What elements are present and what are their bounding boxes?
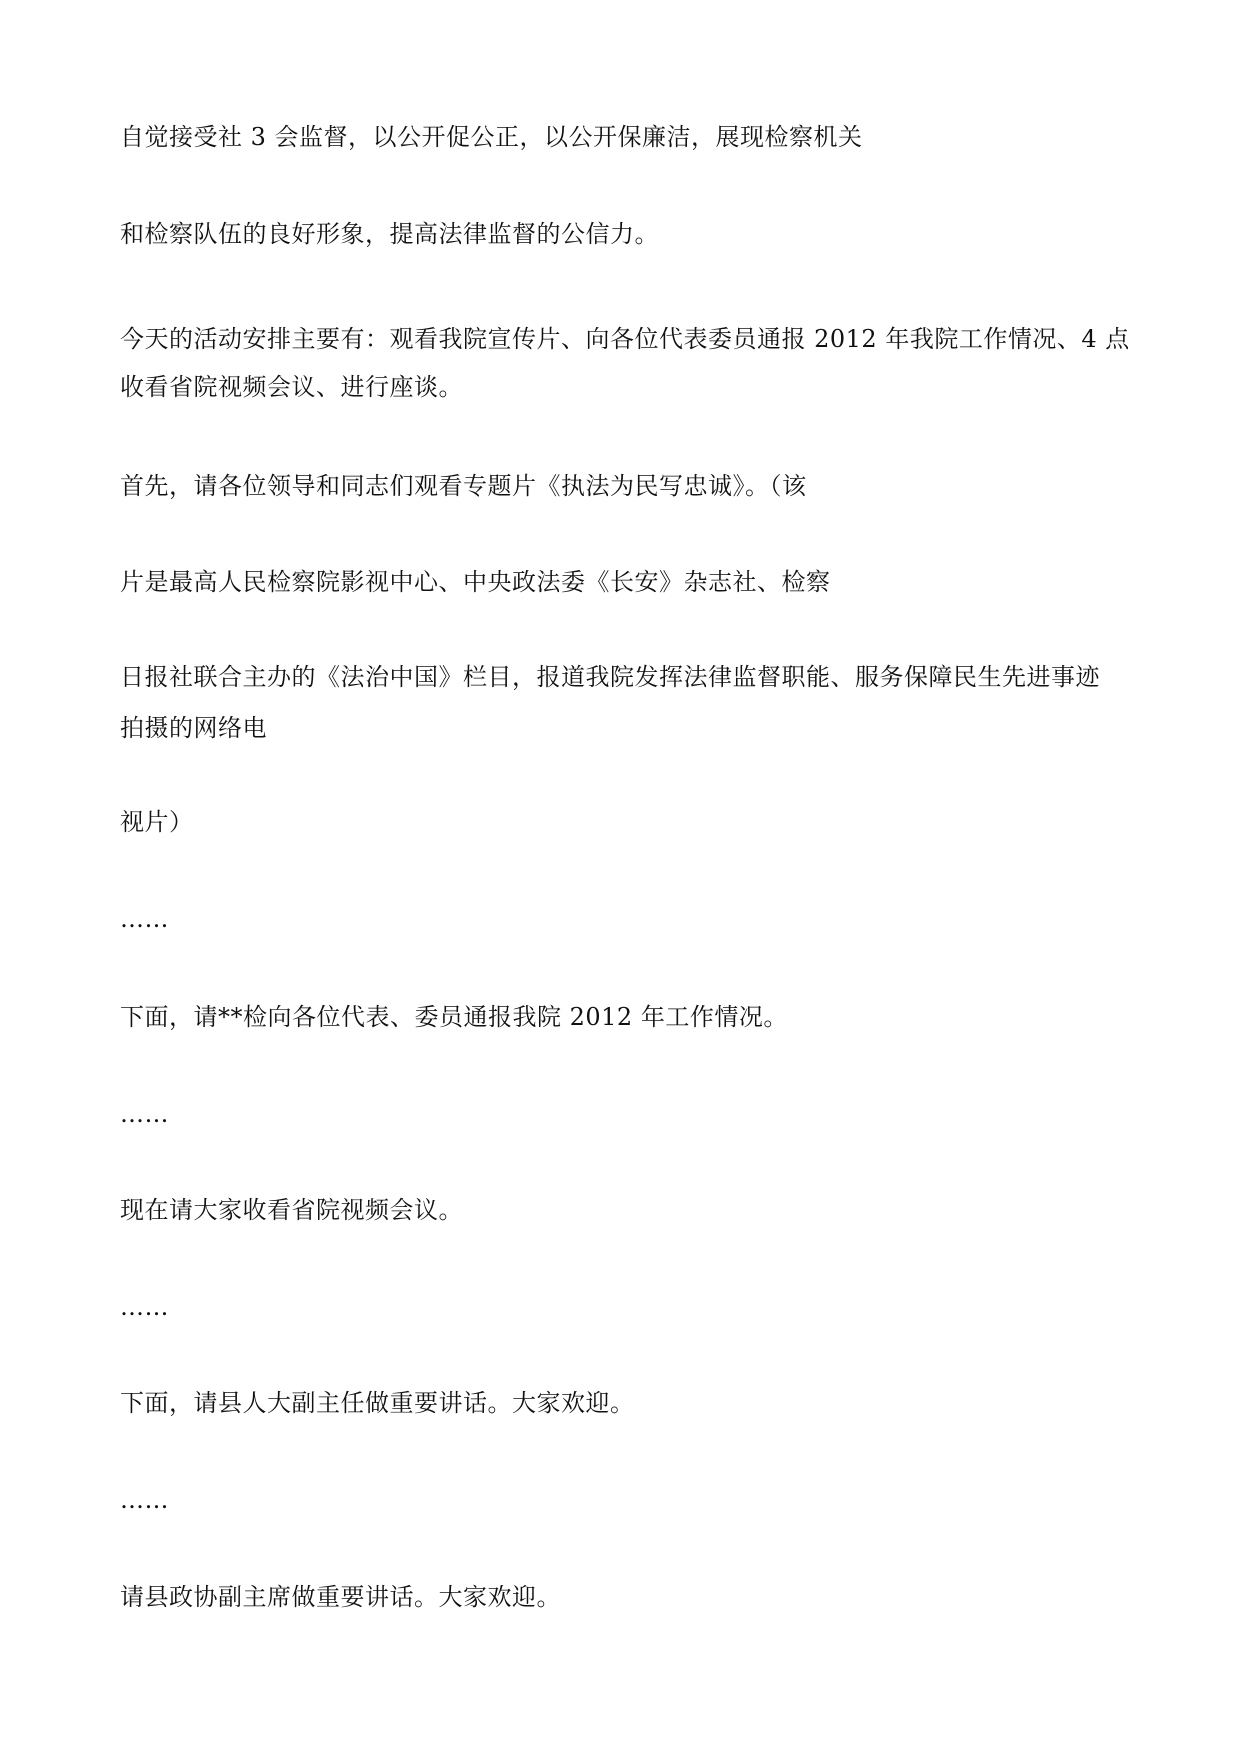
paragraph-line: 现在请大家收看省院视频会议。 [120, 1196, 463, 1224]
paragraph-line: 下面，请**检向各位代表、委员通报我院 2012 年工作情况。 [120, 1003, 788, 1031]
paragraph-line: 视片） [120, 808, 194, 836]
paragraph-line: 和检察队伍的良好形象，提高法律监督的公信力。 [120, 220, 659, 248]
ellipsis-line: …… [120, 1486, 169, 1514]
paragraph-line: 拍摄的网络电 [120, 714, 267, 742]
paragraph-line: 请县政协副主席做重要讲话。大家欢迎。 [120, 1583, 561, 1611]
paragraph-line: 收看省院视频会议、进行座谈。 [120, 373, 463, 401]
ellipsis-line: …… [120, 905, 169, 933]
paragraph-line: 今天的活动安排主要有：观看我院宣传片、向各位代表委员通报 2012 年我院工作情况、4 点 [120, 325, 1130, 353]
paragraph-line: 片是最高人民检察院影视中心、中央政法委《长安》杂志社、检察 [120, 568, 831, 596]
ellipsis-line: …… [120, 1293, 169, 1321]
paragraph-line: 首先，请各位领导和同志们观看专题片《执法为民写忠诚》。（该 [120, 472, 807, 500]
ellipsis-line: …… [120, 1100, 169, 1128]
paragraph-line: 下面，请县人大副主任做重要讲话。大家欢迎。 [120, 1389, 635, 1417]
paragraph-line: 日报社联合主办的《法治中国》栏目，报道我院发挥法律监督职能、服务保障民生先进事迹 [120, 663, 1100, 691]
paragraph-line: 自觉接受社 3 会监督，以公开促公正，以公开保廉洁，展现检察机关 [120, 123, 863, 151]
